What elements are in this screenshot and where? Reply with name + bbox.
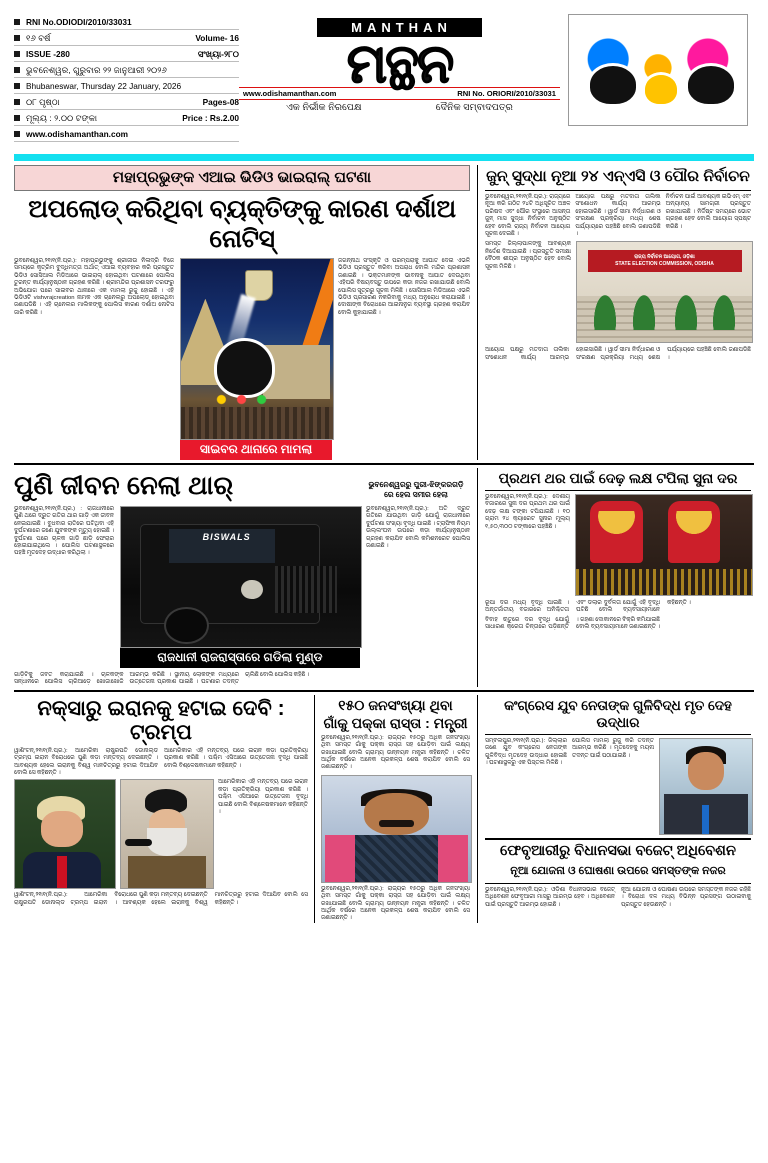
gold-body-col2: ରୂପା ଦର ମଧ୍ୟ ବୃଦ୍ଧି ପାଇଛି । ଅନ୍ତର୍ଜାତୀୟ ବଜାରରେ ଅନିଶ୍ଚିତତା ଏବଂ ଡଲାର ଦୁର୍ବଳତା ଯୋଗୁଁ ଏହି ବୃଦ୍ଧି ଘଟିଛି ବୋଲି ବ୍ୟବସାୟୀମାନେ କହିଛନ୍ତି । <box>485 600 691 614</box>
lead-photo-caption: ସାଇବର ଥାନାରେ ମାମଲା <box>180 440 332 460</box>
assembly-body-col1: ଭୁବନେଶ୍ୱର,୨୧ା୧(ନି.ପ୍ର.): ଓଡ଼ିଶା ବିଧାନସଭାର ବଜେଟ୍ ଅଧିବେଶନ ଫେବୃଆରୀ ମାସରୁ ଆରମ୍ଭ ହେବ । ଅଧିବେଶନ ପାଇଁ ପ୍ରସ୍ତୁତି ଆରମ୍ଭ ହୋଇଛି । <box>485 886 615 908</box>
election-col-2 <box>575 194 660 238</box>
divider <box>485 838 751 840</box>
page-content <box>0 161 768 929</box>
bullet-icon <box>14 35 20 41</box>
crowd <box>181 407 333 439</box>
band-top <box>14 165 754 460</box>
khamenei-photo <box>120 779 214 889</box>
lead-col-2 <box>338 258 470 460</box>
deity-subhadra <box>642 72 680 107</box>
temple-snana-photo <box>180 258 334 440</box>
election-headline: ଜୁନ୍ ସୁଦ୍ଧା ନୂଆ ୨୪ ଏନ୍ଏସି ଓ ପୌର ନିର୍ବାଚନ <box>486 168 750 185</box>
crash-photo-caption: ରାଜଧାନୀ ରାଜରାସ୍ତାରେ ଗଡିଲା ମୁଣ୍ଡ <box>120 648 360 668</box>
masthead-volume-row <box>14 30 239 46</box>
gold-necklace-left <box>595 511 637 537</box>
paper-logo-odia: ମନ୍ଥନ <box>346 34 453 94</box>
crash-headline: ପୁଣି ଜୀବନ ନେଲା ଥାର୍ <box>14 470 234 500</box>
donald-trump-photo <box>14 779 116 889</box>
trump-body-col1: ୱାଶିଂଟନ୍,୨୧ା୧(ନି.ପ୍ର.): ଆମେରିକା ରାଷ୍ଟ୍ରପତି ଡୋନାଲ୍ଡ ଟ୍ରମ୍ପ ଇରାନ ବିରୋଧରେ ପୁଣି କଡ଼ା ମନ୍ତବ୍ୟ ଦେଇଛନ୍ତି । ଆବଶ୍ୟକ ହେଲେ ଇରାନକୁ ବିଶ୍ୱ ମାନଚିତ୍ରରୁ ହଟାଇ ଦିଆଯିବ ବୋଲି ସେ କହିଛନ୍ତି । <box>14 747 158 777</box>
sec-sign-en: STATE ELECTION COMMISSION, ODISHA <box>615 261 714 268</box>
crash-photo-block <box>120 506 360 668</box>
khamenei-photo-block <box>120 779 212 889</box>
volume-en: Volume- 16 <box>195 32 239 43</box>
crash-col-3 <box>366 506 470 668</box>
pages-odia: ୦୮ ପୃଷ୍ଠା <box>26 96 60 107</box>
sec-sign-odia: ରାଜ୍ୟ ନିର୍ବାଚନ ଆୟୋଗ, ଓଡ଼ିଶା <box>634 254 695 261</box>
masthead-website-row[interactable] <box>14 126 239 142</box>
crash-body-col1: ଭୁବନେଶ୍ୱର,୨୧ା୧(ନି.ପ୍ର.) : ରାଜଧାନୀରେ ପୁଣି ଥରେ ଦ୍ରୁତ ଗତିର ଥାର ଗାଡ଼ି ଏକ ଜୀବନ ନେଇଯାଇଛି । ବୁଧବାର ରାତିରେ ଘଟିଥିବା ଏହି ଦୁର୍ଘଟଣାରେ ଜଣେ ଯୁବକଙ୍କ ମୃତ୍ୟୁ ହୋଇଛି । ଦୁର୍ଘଟଣା ପରେ ଚାଳକ ଗାଡ଼ି ଛାଡ଼ି ଫେରାର ହୋଇଯାଇଥିଲେ । ପୋଲିସ ଘଟଣାସ୍ଥଳରେ ପହଞ୍ଚି ମୃତଦେହ ଉଦ୍ଧାର କରିଥିଲା । <box>14 506 114 557</box>
minister-scarf-right <box>438 835 468 882</box>
election-body-col4: ସମସ୍ତ ଜିଲ୍ଲାପାଳଙ୍କୁ ଆବଶ୍ୟକ ନିର୍ଦ୍ଦେଶ ଦିଆଯାଇଛି । ପ୍ରସ୍ତୁତି ସମୀକ୍ଷା ବୈଠକ ଶୀଘ୍ର ଅନୁଷ୍ଠିତ ହେବ ବୋଲି ସୂଚନା ମିଳିଛି । <box>485 241 571 270</box>
masthead-price-row <box>14 110 239 126</box>
assembly-body-col2: ନୂଆ ଯୋଜନା ଓ ଘୋଷଣା ଉପରେ ସମସ୍ତଙ୍କ ନଜର ରହିଛି । ବିରୋଧୀ ଦଳ ମଧ୍ୟ ବିଭିନ୍ନ ପ୍ରସଙ୍ଗ ଉଠାଇବାକୁ ପ୍ରସ୍ତୁତ ହେଉଛନ୍ତି । <box>621 886 751 908</box>
masthead-pages-row <box>14 94 239 110</box>
road-headline-line2: ଗାଁକୁ ପକ୍କା ରାସ୍ତା : ମନ୍ତ୍ରୀ <box>323 714 468 731</box>
masthead-date-en-row <box>14 78 239 94</box>
election-body-col2: ଆୟୋଗ ପକ୍ଷରୁ ମତଦାତା ତାଲିକା ସଂଶୋଧନ କାର୍ଯ୍ୟ ଆରମ୍ଭ ହୋଇସାରିଛି । ୱାର୍ଡ ସୀମା ନିର୍ଦ୍ଧାରଣ ଓ ସଂରକ୍ଷଣ ପ୍ରକ୍ରିୟା ମଧ୍ୟ ଶେଷ ପର୍ଯ୍ୟାୟରେ ପହଞ୍ଚିଛି ବୋଲି ଜଣାପଡିଛି । <box>575 194 661 238</box>
vehicle-grill <box>275 566 337 614</box>
cyan-divider-bar <box>14 154 754 161</box>
minister-face <box>364 793 430 835</box>
gold-body-lower2 <box>485 617 751 632</box>
bottom-left-group <box>14 695 477 923</box>
divider <box>485 190 751 191</box>
election-cont-text: ଆୟୋଗ ପକ୍ଷରୁ ମତଦାତା ତାଲିକା ସଂଶୋଧନ କାର୍ଯ୍ୟ ଆରମ୍ଭ ହୋଇସାରିଛି । ୱାର୍ଡ ସୀମା ନିର୍ଦ୍ଧାରଣ ଓ ସଂରକ୍ଷଣ ପ୍ରକ୍ରିୟା ମଧ୍ୟ ଶେଷ ପର୍ଯ୍ୟାୟରେ ପହଞ୍ଚିଛି ବୋଲି ଜଣାପଡିଛି । <box>485 347 751 361</box>
trump-body-col3: ଆମେରିକାର ଏହି ମନ୍ତବ୍ୟ ପରେ ଇରାନ କଡ଼ା ପ୍ରତିକ୍ରିୟା ପ୍ରକାଶ କରିଛି । ପଶ୍ଚିମ ଏସିଆରେ ଉତ୍ତେଜନା ବୃଦ୍ଧି ପାଇଛି ବୋଲି ବିଶ୍ଳେଷକମାନେ କହିଛନ୍ତି । <box>218 779 308 816</box>
bullet-icon <box>14 19 20 25</box>
election-col-3 <box>666 194 751 238</box>
road-body-col2: ଭୁବନେଶ୍ୱର,୨୧ା୧(ନି.ପ୍ର.): ରାଜ୍ୟର ୧୫୦ରୁ ଅଧିକ ଜନସଂଖ୍ୟା ଥିବା ସମସ୍ତ ଗାଁକୁ ପକ୍କା ରାସ୍ତା ସହ ଯୋଡ଼ିବା ପାଇଁ ଲକ୍ଷ୍ୟ ରଖାଯାଇଛି ବୋଲି ଗ୍ରାମ୍ୟ ଉନ୍ନୟନ ମନ୍ତ୍ରୀ କହିଛନ୍ତି । ଚଳିତ ଆର୍ଥିକ ବର୍ଷରେ ଅନେକ ପ୍ରକଳ୍ପ ଶେଷ କରାଯିବ ବୋଲି ସେ ଜଣାଇଛନ୍ତି । <box>321 885 470 922</box>
divider <box>14 463 754 465</box>
issue-en: ISSUE -280 <box>26 48 70 59</box>
wheel-icon <box>164 607 209 645</box>
trump-col-1 <box>14 748 158 778</box>
crash-subhead-l2: ରେ ହେଲ ସମୀର ହେଲା <box>384 489 448 499</box>
trump-col-3 <box>218 779 308 889</box>
election-body-col1: ଭୁବନେଶ୍ୱର,୨୧ା୧(ନି.ପ୍ର.): ରାଜ୍ୟରେ ନୂଆ କରି ଗଠିତ ୨୪ଟି ଅଧିସୂଚିତ ଅଞ୍ଚଳ ପରିଷଦ ଏବଂ ପୌର ସଂସ୍ଥାରେ ଆସନ୍ତା ଜୁନ୍ ମାସ ସୁଦ୍ଧା ନିର୍ବାଚନ ଅନୁଷ୍ଠିତ ହେବ ବୋଲି ରାଜ୍ୟ ନିର୍ବାଚନ ଆୟୋଗ ସୂଚନା ଦେଇଛି । <box>485 194 571 238</box>
gold-col-1 <box>485 494 570 596</box>
khamenei-beard <box>147 828 187 856</box>
youth-body-col1: ସମ୍ବଲପୁର,୨୧ା୧(ନି.ପ୍ର.): ଜିଲ୍ଲାର ଜଣେ ଯୁବ କଂଗ୍ରେସ ନେତାଙ୍କ ଗୁଳିବିଦ୍ଧ ମୃତଦେହ ଉଦ୍ଧାର ହୋଇଛି । ଘଟଣାସ୍ଥଳରୁ ଏକ ପିସ୍ତଲ ମିଳିଛି । <box>485 737 567 767</box>
paper-title-en: MANTHAN <box>317 18 482 37</box>
pages-en: Pages-08 <box>202 96 239 107</box>
gold-story <box>477 468 751 687</box>
jagannath-trio-photo <box>568 14 748 126</box>
plant-icon <box>591 288 619 330</box>
assembly-col-1 <box>485 887 615 909</box>
election-body-continued <box>485 347 751 362</box>
deity-jagannath <box>685 63 737 106</box>
crash-body-col3: ଭୁବନେଶ୍ୱର,୨୧ା୧(ନି.ପ୍ର.): ଅତି ଦ୍ରୁତ ଗତିରେ ଯାଉଥିବା ଗାଡ଼ି ଯୋଗୁଁ ରାଜଧାନୀରେ ଦୁର୍ଘଟଣା ସଂଖ୍ୟା ବୃଦ୍ଧି ପାଇଛି । ଟ୍ରାଫିକ ନିୟମ ଉଲ୍ଲଂଘନ ଉପରେ କଡ଼ା କାର୍ଯ୍ୟାନୁଷ୍ଠାନ ଗ୍ରହଣ କରାଯିବ ବୋଲି କମିଶନରେଟ ପୋଲିସ ଜଣାଇଛି । <box>366 506 470 550</box>
gold-body-lower <box>485 600 751 615</box>
youth-body-col2: ପୋଲିସ ମାମଲା ରୁଜୁ କରି ତଦନ୍ତ ଆରମ୍ଭ କରିଛି । ମୃତଦେହକୁ ମୟନା ତଦନ୍ତ ପାଇଁ ପଠାଯାଇଛି । <box>572 737 654 759</box>
date-en: Bhubaneswar, Thursday 22 January, 2026 <box>26 80 182 91</box>
state-election-commission-photo <box>576 241 753 343</box>
gold-necklace-right <box>673 511 715 537</box>
plant-icon <box>672 288 700 330</box>
trump-photo-block <box>14 779 114 889</box>
crash-story <box>14 468 477 687</box>
minister-photo <box>321 775 472 883</box>
bullet-icon <box>14 83 20 89</box>
gold-body-col1: ଭୁବନେଶ୍ୱର,୨୧ା୧(ନି.ପ୍ର.): ଦେଶୀୟ ବଜାରରେ ସୁନା ଦର ପ୍ରଥମ ଥର ପାଇଁ ଦେଢ଼ ଲକ୍ଷ ଟଙ୍କା ଟପିଯାଇଛି । ୧୦ ଗ୍ରାମ ୨୪ କ୍ୟାରେଟ ସୁନାର ମୂଲ୍ୟ ୧,୫୦,୩୦୦ ଟଙ୍କାରେ ପହଞ୍ଚିଛି । <box>485 494 570 530</box>
date-odia: ଭୁବନେଶ୍ୱର, ଗୁରୁବାର ୨୨ ଜାନୁଆରୀ ୨୦୨୬ <box>26 64 167 75</box>
lead-col-1 <box>14 258 174 460</box>
election-photo-block <box>576 241 751 343</box>
trump-tie <box>57 856 67 888</box>
youth-col-1 <box>485 738 567 835</box>
display-shelf <box>576 569 752 595</box>
divider <box>14 690 754 692</box>
minister-scarf-left <box>325 835 355 882</box>
gold-body-col3: ବିବାହ ଋତୁରେ ଦର ବୃଦ୍ଧି ଯୋଗୁଁ ସାଧାରଣ କ୍ରେତା ଚିନ୍ତାରେ ପଡ଼ିଛନ୍ତି । ଗହଣା ଦୋକାନରେ ବିକ୍ରି କମିଯାଇଛି ବୋଲି ବ୍ୟବସାୟୀମାନେ ଜଣାଇଛନ୍ତି । <box>485 616 660 631</box>
masthead-deity-block <box>560 10 754 152</box>
bullet-icon <box>14 131 20 137</box>
band-bottom <box>14 695 754 923</box>
youth-photo-block <box>659 738 751 835</box>
vehicle-windshield-text: BISWALS <box>202 532 251 543</box>
trump-col-2 <box>164 748 308 778</box>
road-story <box>314 695 470 923</box>
election-story <box>477 165 751 460</box>
minister-moustache <box>379 820 415 826</box>
tagline-right: ଦୈନିକ ସମ୍ବାଦପତ୍ର <box>435 102 513 113</box>
lead-photo-block <box>180 258 332 460</box>
masthead <box>0 0 768 152</box>
youth-col-2 <box>572 738 654 835</box>
gold-jewellery-photo <box>575 494 753 596</box>
election-col-4 <box>485 241 571 343</box>
bullet-icon <box>14 51 20 57</box>
plant-icon <box>630 288 658 330</box>
youth-face <box>688 752 725 790</box>
trump-story <box>14 695 314 923</box>
khamenei-robe <box>128 856 205 888</box>
rni-label: RNI No.ODIODI/2010/33031 <box>26 16 132 27</box>
masthead-website[interactable]: www.odishamanthan.com <box>243 89 337 98</box>
price-en: Price : Rs.2.00 <box>182 112 239 123</box>
crash-col-1 <box>14 506 114 668</box>
tagline-left: ଏକ ନିର୍ଭୀକ ନିରପେକ୍ଷ <box>286 102 362 113</box>
crash-body-col2: ଗାଡ଼ିଟିକୁ ଜବତ କରାଯାଇଛି । ଚାଳକଙ୍କ ସନ୍ଧାନରେ ପୋଲିସ ଚାରିଆଡ଼େ ଖୋଜାଖୋଜି ଆରମ୍ଭ କରିଛି । ସ୍ଥାନୀୟ ଲୋକଙ୍କ ମଧ୍ୟରେ ଉତ୍ତେଜନା ପ୍ରକାଶ ପାଇଛି । ଘଟଣାର ତଦନ୍ତ ଚାଲିଛି ବୋଲି ପୋଲିସ କହିଛି । <box>14 672 310 686</box>
gold-headline: ପ୍ରଥମ ଥର ପାଇଁ ଦେଢ଼ ଲକ୍ଷ ଟପିଲା ସୁନା ଦର <box>498 470 738 486</box>
volume-odia: ୧୬ ବର୍ଷ <box>26 32 51 43</box>
gold-photo-block <box>575 494 751 596</box>
youth-story <box>485 697 751 835</box>
election-col-1 <box>485 194 570 238</box>
masthead-date-odia-row <box>14 62 239 78</box>
divider <box>485 734 751 735</box>
lead-body-col1: ଭୁବନେଶ୍ୱର,୨୧ା୧(ନି.ପ୍ର.): ମହାପ୍ରଭୁଙ୍କୁ ଶ୍ରୀଜୀଉ ନିଳାଦ୍ରି ବିଜେ ସମୟରେ କୃତ୍ରିମ ବୁଦ୍ଧିମତ୍ତା ଅର୍ଥାତ୍ ଏଆଇ ବ୍ୟବହାର କରି ପ୍ରସ୍ତୁତ ଭିଡିଓ ସୋସିଆଲ ମିଡିଆରେ ଭାଇରାଲ୍ ହୋଇଥିବା ଘଟଣାରେ ପୋଲିସ ତୁରନ୍ତ କାର୍ଯ୍ୟାନୁଷ୍ଠାନ ଗ୍ରହଣ କରିଛି । ଶ୍ରୀମନ୍ଦିର ପ୍ରଶାସନ ତରଫରୁ ଅଭିଯୋଗ ପରେ ସାଇବର ଥାନାରେ ଏକ ମାମଲା ରୁଜୁ ହୋଇଛି । ଏହି ଭିଡିଓଟି vishvrajcreation ନାମକ ଏକ ଚାନେଲରୁ ଅପଲୋଡ୍ ହୋଇଥିବା ଜଣାପଡିଛି । ଏହି ଚାନେଲର ମାଲିକଙ୍କୁ ପୋଲିସ କାରଣ ଦର୍ଶାଅ ନୋଟିସ ଜାରି କରିଛି । <box>14 258 174 316</box>
deity-balabhadra <box>587 63 639 106</box>
masthead-rni-row <box>14 14 239 30</box>
trump-body-col2: ଆମେରିକାର ଏହି ମନ୍ତବ୍ୟ ପରେ ଇରାନ କଡ଼ା ପ୍ରତିକ୍ରିୟା ପ୍ରକାଶ କରିଛି । ପଶ୍ଚିମ ଏସିଆରେ ଉତ୍ତେଜନା ବୃଦ୍ଧି ପାଇଛି ବୋଲି ବିଶ୍ଳେଷକମାନେ କହିଛନ୍ତି । <box>164 747 308 769</box>
lanyard-icon <box>702 805 708 834</box>
election-body-col3: ନିର୍ବାଚନ ପାଇଁ ଆବଶ୍ୟକ ଇଭିଏମ୍ ଏବଂ ଅନ୍ୟାନ୍ୟ ସାମଗ୍ରୀ ପ୍ରସ୍ତୁତ ରଖାଯାଇଛି । ନିର୍ଦ୍ଦିଷ୍ଟ ସମୟରେ ଭୋଟ ଗ୍ରହଣ ହେବ ବୋଲି ଆୟୋଗ ସ୍ପଷ୍ଟ କରିଛି । <box>665 194 751 230</box>
youth-headline: କଂଗ୍ରେସ ଯୁବ ନେତାଙ୍କ ଗୁଳିବିଦ୍ଧ ମୃତ ଦେହ ଉଦ୍ଧାର <box>504 697 732 730</box>
road-body-col1: ଭୁବନେଶ୍ୱର,୨୧ା୧(ନି.ପ୍ର.): ରାଜ୍ୟର ୧୫୦ରୁ ଅଧିକ ଜନସଂଖ୍ୟା ଥିବା ସମସ୍ତ ଗାଁକୁ ପକ୍କା ରାସ୍ତା ସହ ଯୋଡ଼ିବା ପାଇଁ ଲକ୍ଷ୍ୟ ରଖାଯାଇଛି ବୋଲି ଗ୍ରାମ୍ୟ ଉନ୍ନୟନ ମନ୍ତ୍ରୀ କହିଛନ୍ତି । ଚଳିତ ଆର୍ଥିକ ବର୍ଷରେ ଅନେକ ପ୍ରକଳ୍ପ ଶେଷ କରାଯିବ ବୋଲି ସେ ଜଣାଇଛନ୍ତି । <box>321 734 470 771</box>
assembly-headline-line2: ନୂଆ ଯୋଜନା ଓ ଘୋଷଣା ଉପରେ ସମସ୍ତଙ୍କ ନଜର <box>510 864 726 877</box>
plant-icon <box>710 288 738 330</box>
masthead-issue-row <box>14 46 239 62</box>
price-odia: ମୂଲ୍ୟ : ୨.୦୦ ଟଙ୍କା <box>26 112 98 123</box>
lead-body-col2: ଜଗନ୍ନାଥ ସଂସ୍କୃତି ଓ ପରମ୍ପରାକୁ ଆଘାତ ଦେଇ ଏଭଳି ଭିଡିଓ ପ୍ରସ୍ତୁତ କରିବା ଅପରାଧ ବୋଲି ମନ୍ଦିର ପ୍ରଶାସନ ଜଣାଇଛି । ଭକ୍ତମାନଙ୍କ ଭାବନାକୁ ଆଘାତ ଦେଉଥିବା ଏହିପରି ବିଷୟବସ୍ତୁ ଉପରେ କଡା ନଜର ରଖାଯାଉଛି ବୋଲି ପୋଲିସ ସୂତ୍ରରୁ ସୂଚନା ମିଳିଛି । ସୋସିଆଲ ମିଡିଆରେ ଏଭଳି ଭିଡିଓ ପ୍ରସାରଣ ନକରିବାକୁ ମଧ୍ୟ ଅନୁରୋଧ କରାଯାଇଛି । ଦୋଷୀଙ୍କ ବିରୋଧରେ ଆଇନାନୁଗ ବ୍ୟବସ୍ଥା ଗ୍ରହଣ କରାଯିବ ବୋଲି କୁହାଯାଇଛି । <box>338 258 470 316</box>
masthead-info-block <box>14 10 239 152</box>
trump-face <box>41 811 83 848</box>
issue-odia: ସଂଖ୍ୟା-୨୮୦ <box>197 48 239 59</box>
crash-subhead-l1: ଭୁବନେଶ୍ୱରରୁ ପୁରୀ-ଝିଙ୍କରଗଡ଼ି <box>368 480 464 489</box>
sec-signboard <box>588 250 742 272</box>
right-bottom-group <box>477 695 751 923</box>
assembly-col-2 <box>621 887 751 909</box>
crashed-thar-photo <box>120 506 362 648</box>
website-link[interactable]: www.odishamanthan.com <box>26 128 129 139</box>
masthead-logo-block <box>239 10 560 152</box>
youth-leader-photo <box>659 738 753 835</box>
lead-headline: ଅପଲୋଡ୍ କରିଥିବା ବ୍ୟକ୍ତିଙ୍କୁ କାରଣ ଦର୍ଶାଅ ନୋଟିସ୍ <box>28 195 456 253</box>
masthead-tagline-row <box>239 100 560 113</box>
trump-headline: ନକ୍ସାରୁ ଇରାନକୁ ହଟାଇ ଦେବି : ଟ୍ରମ୍ପ <box>37 696 285 744</box>
bullet-icon <box>14 99 20 105</box>
crash-subhead <box>362 480 470 503</box>
assembly-headline-line1: ଫେବୃଆରୀରୁ ବିଧାନସଭା ବଜେଟ୍ ଅଧିବେଶନ <box>500 842 736 859</box>
lead-story <box>14 165 477 460</box>
lead-kicker: ମହାପ୍ରଭୁଙ୍କ ଏଆଇ ଭିଡିଓ ଭାଇରାଲ୍ ଘଟଣା <box>14 165 470 191</box>
crash-body-lower <box>14 672 470 687</box>
divider <box>485 883 751 884</box>
masthead-rni-right: RNI No. ORIORI/2010/33031 <box>457 89 556 98</box>
band-middle <box>14 468 754 687</box>
trump-body-cont: ୱାଶିଂଟନ୍,୨୧ା୧(ନି.ପ୍ର.): ଆମେରିକା ରାଷ୍ଟ୍ରପତି ଡୋନାଲ୍ଡ ଟ୍ରମ୍ପ ଇରାନ ବିରୋଧରେ ପୁଣି କଡ଼ା ମନ୍ତବ୍ୟ ଦେଇଛନ୍ତି । ଆବଶ୍ୟକ ହେଲେ ଇରାନକୁ ବିଶ୍ୱ ମାନଚିତ୍ରରୁ ହଟାଇ ଦିଆଯିବ ବୋଲି ସେ କହିଛନ୍ତି । <box>14 892 308 906</box>
assembly-story <box>485 843 751 909</box>
bullet-icon <box>14 115 20 121</box>
microphone-icon <box>125 839 153 847</box>
road-headline-line1: ୧୫୦ ଜନସଂଖ୍ୟା ଥିବା <box>338 696 453 713</box>
divider <box>485 490 751 491</box>
bullet-icon <box>14 67 20 73</box>
trump-body-lower <box>14 892 308 907</box>
headlamp-icon <box>241 580 263 600</box>
